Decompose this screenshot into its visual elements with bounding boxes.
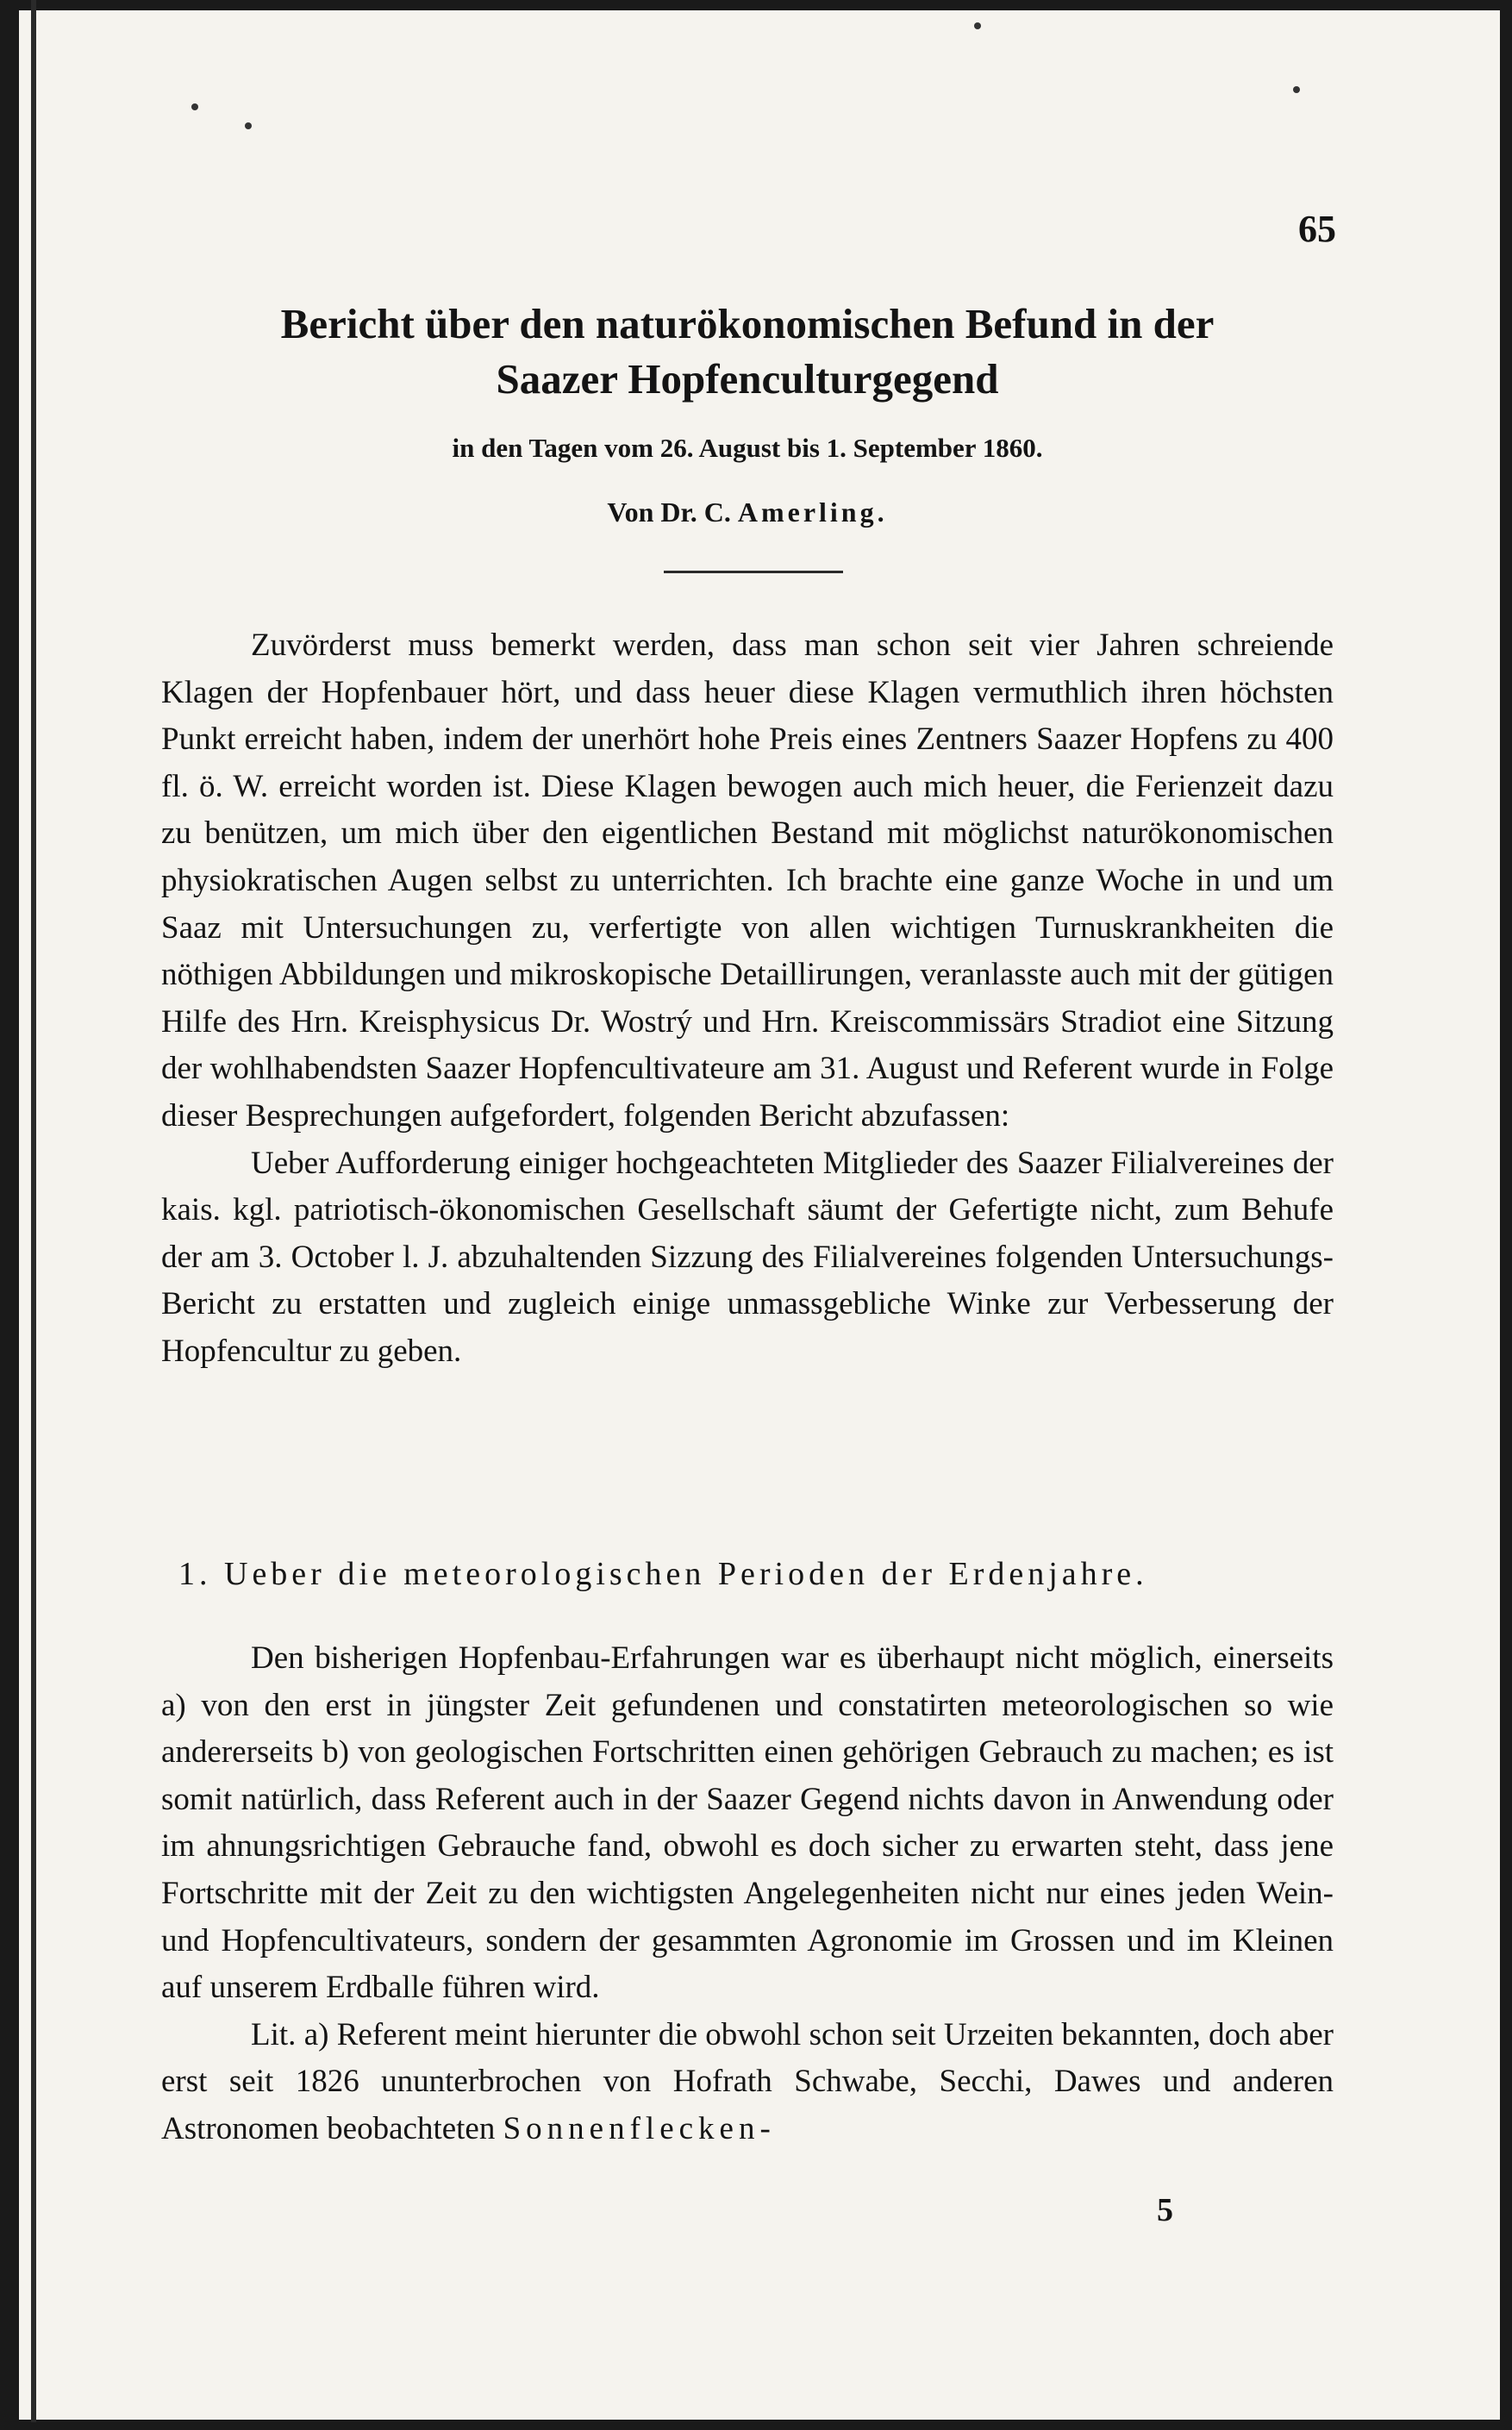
ink-speck (191, 103, 198, 110)
title-line-2: Saazer Hopfenculturgegend (496, 355, 999, 403)
ink-speck (1293, 86, 1300, 93)
page-number: 65 (1298, 208, 1336, 250)
spaced-term: Sonnenflecken- (503, 2110, 776, 2146)
section-text (161, 1635, 1334, 2153)
ink-speck (974, 22, 981, 29)
article-title (148, 297, 1346, 407)
section-heading: 1. Ueber die meteorologischen Perioden der Erdenjahre. (178, 1556, 1148, 1592)
paragraph (161, 2012, 1334, 2153)
paragraph: Den bisherigen Hopfenbau-Erfahrungen war es überhaupt nicht möglich, einerseits a) von den erst in jüngster Zeit gefundenen und constatirten meteorologischen so wie andererseits b) von geologischen Fortschritten einen gehörigen Gebrauch zu machen; es ist somit natürlich, dass Referent auch in der Saazer Gegend nichts davon in Anwendung oder im ahnungsrichtigen Gebrauche fand, obwohl es doch sicher zu erwarten steht, dass jene Fortschritte mit der Zeit zu den wichtigsten Angelegenheiten nicht nur eines jeden Wein- und Hopfencultivateurs, sondern der gesammten Agronomie im Grossen und im Kleinen auf unserem Erdballe führen wird. (161, 1640, 1334, 2006)
date-line: in den Tagen vom 26. August bis 1. September 1860. (452, 433, 1043, 463)
author-name: Amerling. (737, 497, 888, 528)
paragraph: Zuvörderst muss bemerkt werden, dass man schon seit vier Jahren schreiende Klagen der Hopfenbauer hört, und dass heuer diese Klagen vermuthlich ihren höchsten Punkt erreicht haben, indem der unerhört hohe Preis eines Zentners Saazer Hopfens zu 400 fl. ö. W. erreicht worden ist. Diese Klagen bewogen auch mich heuer, die Ferienzeit dazu zu benützen, um mich über den eigentlichen Bestand mit möglichst naturökonomischen physiokratischen Augen selbst zu unterrichten. Ich brachte eine ganze Woche in und um Saaz mit Untersuchungen zu, verfertigte von allen wichtigen Turnuskrankheiten die nöthigen Abbildungen und mikroskopische Detaillirungen, veranlasste auch mit der gütigen Hilfe des Hrn. Kreisphysicus Dr. Wostrý und Hrn. Kreiscommissärs Stradiot eine Sitzung der wohlhabendsten Saazer Hopfencultivateure am 31. August und Referent wurde in Folge dieser Besprechungen aufgefordert, folgenden Bericht abzufassen: (161, 628, 1334, 1134)
author-prefix: Von Dr. C. (607, 497, 731, 528)
paragraph: Ueber Aufforderung einiger hochgeachteten Mitglieder des Saazer Filialvereines der kais. kgl. patriotisch-ökonomischen Gesellschaft säumt der Gefertigte nicht, zum Behufe der am 3. October l. J. abzuhaltenden Sizzung des Filialvereines folgenden Untersuchungs-Bericht zu erstatten und zugleich einige unmassgebliche Winke zur Verbesserung der Hopfencultur zu geben. (161, 1145, 1334, 1369)
title-line-1: Bericht über den naturökonomischen Befund in der (280, 300, 1215, 347)
page-edge (31, 0, 36, 2422)
ink-speck (245, 122, 252, 129)
intro-text (161, 622, 1334, 1376)
signature-number: 5 (1157, 2192, 1173, 2228)
separator-rule (664, 571, 843, 573)
paragraph-text: Lit. a) Referent meint hierunter die obwohl schon seit Urzeiten bekannten, doch aber erst seit 1826 ununterbrochen von Hofrath Schwabe, Secchi, Dawes und anderen Astronomen beobachteten (161, 2016, 1334, 2146)
author-line (148, 497, 1346, 528)
book-page (19, 10, 1500, 2420)
